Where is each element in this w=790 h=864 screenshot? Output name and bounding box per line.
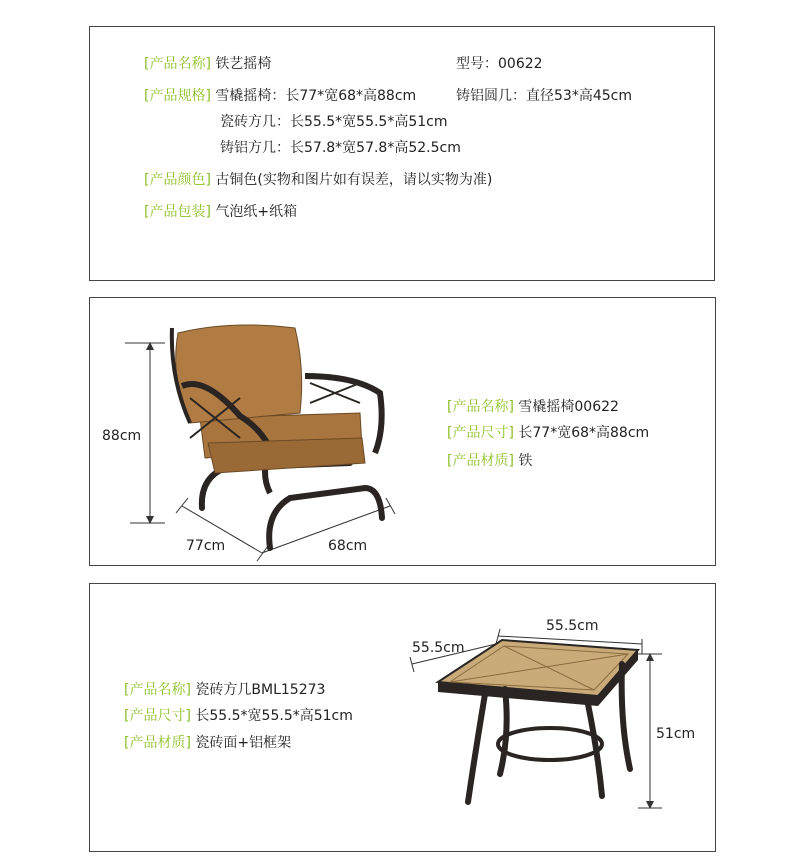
table-name-value: 瓷砖方几BML15273	[195, 682, 326, 698]
spec-color-row	[144, 171, 492, 189]
chair-panel	[89, 297, 716, 566]
table-size-label: [产品尺寸]	[124, 708, 191, 724]
spec-name-label: [产品名称]	[144, 56, 211, 72]
table-panel	[89, 583, 716, 852]
spec-pack-row	[144, 203, 297, 221]
spec-name-row	[144, 55, 271, 73]
spec-model: 型号：00622	[456, 56, 543, 72]
chair-material-value: 铁	[518, 453, 533, 469]
spec-size-line2: 瓷砖方几：长55.5*宽55.5*高51cm	[220, 114, 448, 130]
chair-width-dim: 77cm	[186, 538, 226, 554]
spec-size-line3: 铸铝方几：长57.8*宽57.8*高52.5cm	[220, 140, 461, 156]
table-illustration	[90, 584, 717, 853]
chair-size-label: [产品尺寸]	[447, 425, 514, 441]
table-top-dim: 55.5cm	[546, 618, 599, 634]
chair-material-label: [产品材质]	[447, 453, 514, 469]
chair-name-label: [产品名称]	[447, 399, 514, 415]
table-side-dim: 55.5cm	[412, 640, 465, 656]
spec-pack-value: 气泡纸+纸箱	[215, 204, 298, 220]
spec-color-value: 古铜色(实物和图片如有误差，请以实物为准)	[215, 172, 493, 188]
spec-panel	[89, 26, 715, 281]
spec-pack-label: [产品包装]	[144, 204, 211, 220]
chair-name-row	[447, 398, 619, 416]
table-material-value: 瓷砖面+铝框架	[195, 735, 292, 751]
spec-size-line1: 雪橇摇椅：长77*宽68*高88cm	[215, 88, 417, 104]
chair-size-value: 长77*宽68*高88cm	[518, 425, 650, 441]
spec-color-label: [产品颜色]	[144, 172, 211, 188]
spec-size-row	[144, 87, 416, 105]
table-name-label: [产品名称]	[124, 682, 191, 698]
spec-size-label: [产品规格]	[144, 88, 211, 104]
chair-height-dim: 88cm	[102, 428, 142, 444]
spec-size-line1b: 铸铝圆几：直径53*高45cm	[456, 88, 632, 104]
table-material-label: [产品材质]	[124, 735, 191, 751]
table-height-dim: 51cm	[656, 726, 696, 742]
chair-depth-dim: 68cm	[328, 538, 368, 554]
chair-name-value: 雪橇摇椅00622	[518, 399, 619, 415]
spec-name-value: 铁艺摇椅	[215, 56, 272, 72]
table-size-value: 长55.5*宽55.5*高51cm	[195, 708, 353, 724]
chair-size-row	[447, 424, 649, 442]
chair-material-row	[447, 452, 532, 470]
